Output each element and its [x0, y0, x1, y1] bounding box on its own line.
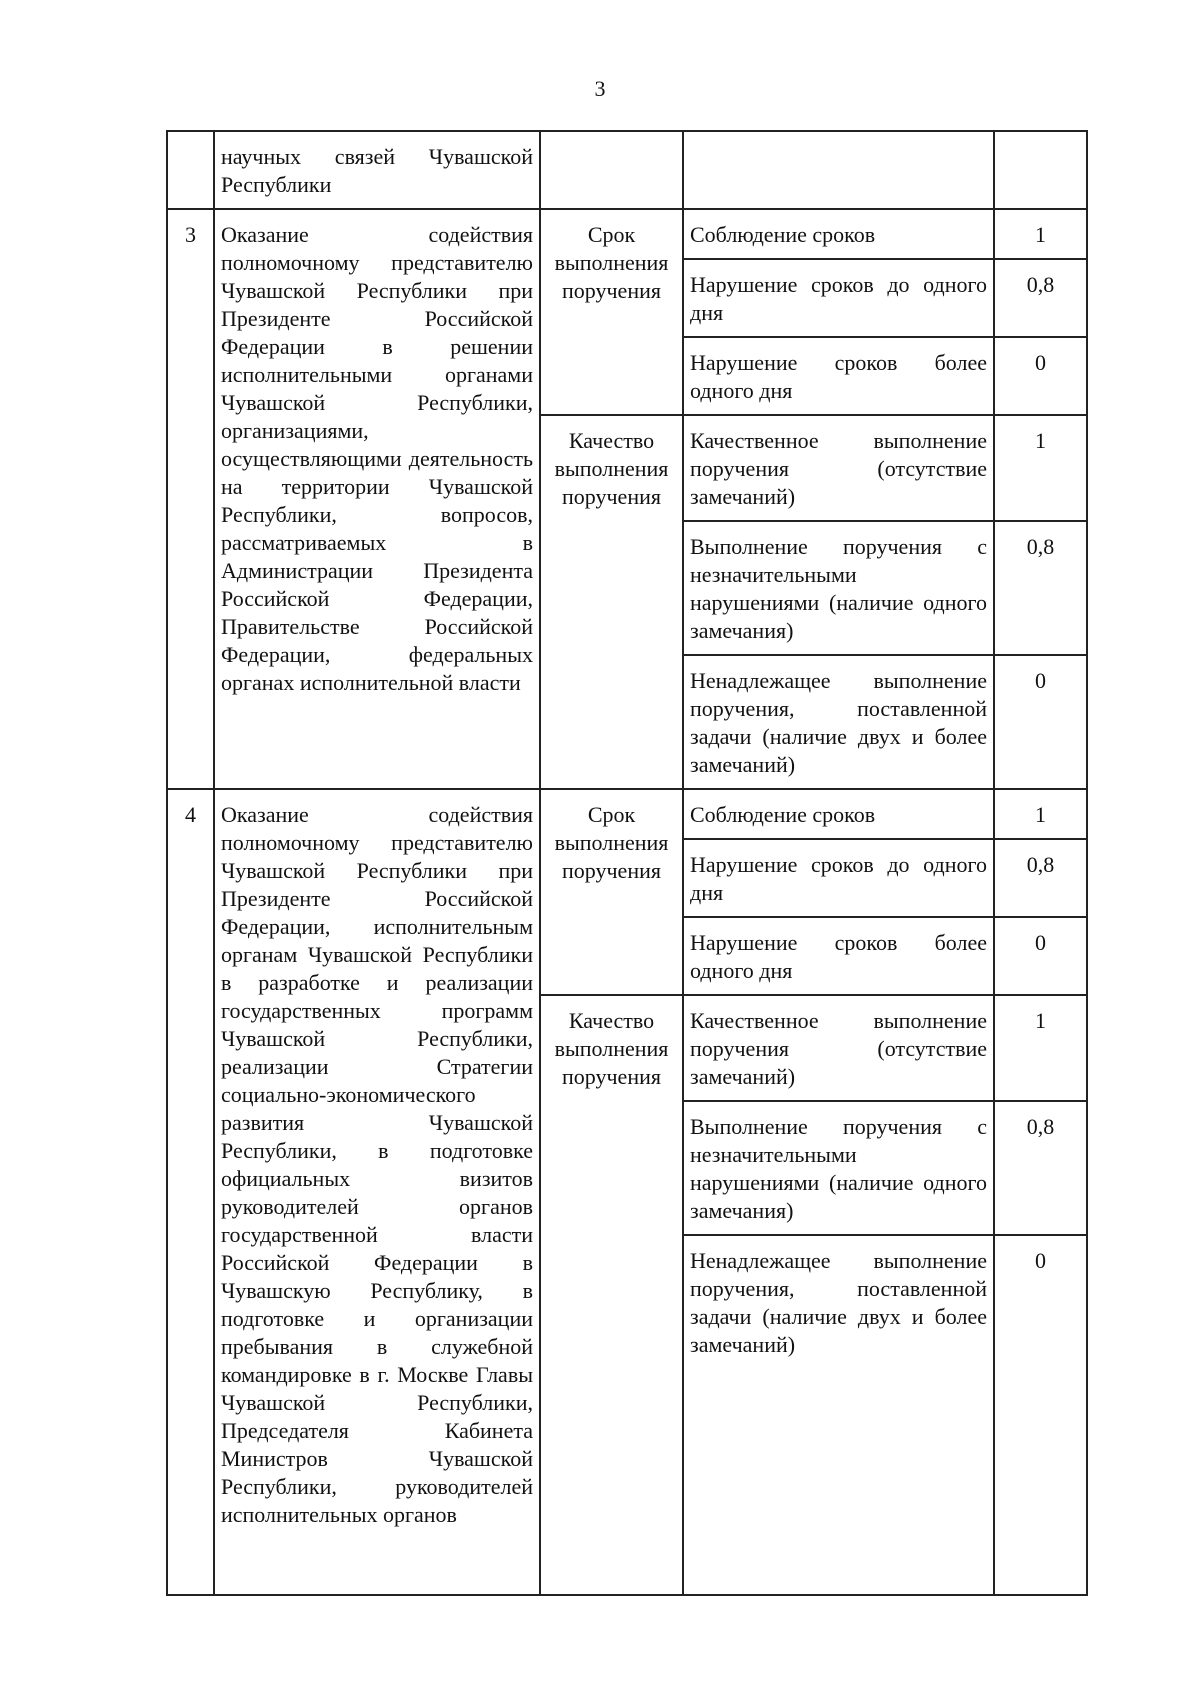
indicator-cell: Качественное выполнение поручения (отсутствие замечаний): [683, 415, 994, 521]
description-cell: Оказание содействия полномочному представителю Чувашской Республики при Президенте Российской Федерации в решении исполнительными органами Чувашской Республики, организациями, осуществляющими деятельность на территории Чувашской Республики, вопросов, рассматриваемых в Администрации Президента Российской Федерации, Правительстве Российской Федерации, федеральных органах исполнительной власти: [214, 209, 540, 789]
indicator-cell: Выполнение поручения с незначительными нарушениями (наличие одного замечания): [683, 1101, 994, 1235]
score-cell: 0: [994, 1235, 1087, 1595]
indicator-cell: Соблюдение сроков: [683, 789, 994, 839]
score-cell: 0: [994, 655, 1087, 789]
indicator-cell: Нарушение сроков до одного дня: [683, 259, 994, 337]
indicator-cell: Выполнение поручения с незначительными нарушениями (наличие одного замечания): [683, 521, 994, 655]
table-row: [167, 789, 1087, 839]
score-cell: 1: [994, 789, 1087, 839]
indicator-cell: Нарушение сроков более одного дня: [683, 917, 994, 995]
table-row: [167, 131, 1087, 209]
indicator-cell: Ненадлежащее выполнение поручения, поставленной задачи (наличие двух и более замечаний): [683, 1235, 994, 1595]
criterion-cell: Качество выполнения поручения: [540, 995, 683, 1595]
score-cell: 1: [994, 995, 1087, 1101]
criterion-cell: Срок выполнения поручения: [540, 789, 683, 995]
page-number: 3: [594, 76, 606, 101]
criterion-cell: [540, 131, 683, 209]
score-cell: [994, 131, 1087, 209]
row-number-cell: 4: [167, 789, 214, 1595]
criterion-cell: Срок выполнения поручения: [540, 209, 683, 415]
score-cell: 1: [994, 415, 1087, 521]
indicator-cell: Соблюдение сроков: [683, 209, 994, 259]
row-number-cell: [167, 131, 214, 209]
description-cell: Оказание содействия полномочному представителю Чувашской Республики при Президенте Российской Федерации, исполнительным органам Чувашской Республики в разработке и реализации государственных программ Чувашской Республики, реализации Стратегии социально-экономического развития Чувашской Республики, в подготовке официальных визитов руководителей органов государственной власти Российской Федерации в Чувашскую Республику, в подготовке и организации пребывания в служебной командировке в г. Москве Главы Чувашской Республики, Председателя Кабинета Министров Чувашской Республики, руководителей исполнительных органов: [214, 789, 540, 1595]
row-number-cell: 3: [167, 209, 214, 789]
indicator-cell: Нарушение сроков более одного дня: [683, 337, 994, 415]
indicator-cell: [683, 131, 994, 209]
description-cell: научных связей Чувашской Республики: [214, 131, 540, 209]
score-cell: 0,8: [994, 839, 1087, 917]
indicator-cell: Качественное выполнение поручения (отсутствие замечаний): [683, 995, 994, 1101]
score-cell: 0,8: [994, 1101, 1087, 1235]
score-cell: 0: [994, 337, 1087, 415]
score-cell: 0,8: [994, 259, 1087, 337]
indicator-cell: Нарушение сроков до одного дня: [683, 839, 994, 917]
score-cell: 0: [994, 917, 1087, 995]
criteria-table: [166, 130, 1088, 1596]
score-cell: 1: [994, 209, 1087, 259]
indicator-cell: Ненадлежащее выполнение поручения, поставленной задачи (наличие двух и более замечаний): [683, 655, 994, 789]
table-row: [167, 209, 1087, 259]
criterion-cell: Качество выполнения поручения: [540, 415, 683, 789]
score-cell: 0,8: [994, 521, 1087, 655]
